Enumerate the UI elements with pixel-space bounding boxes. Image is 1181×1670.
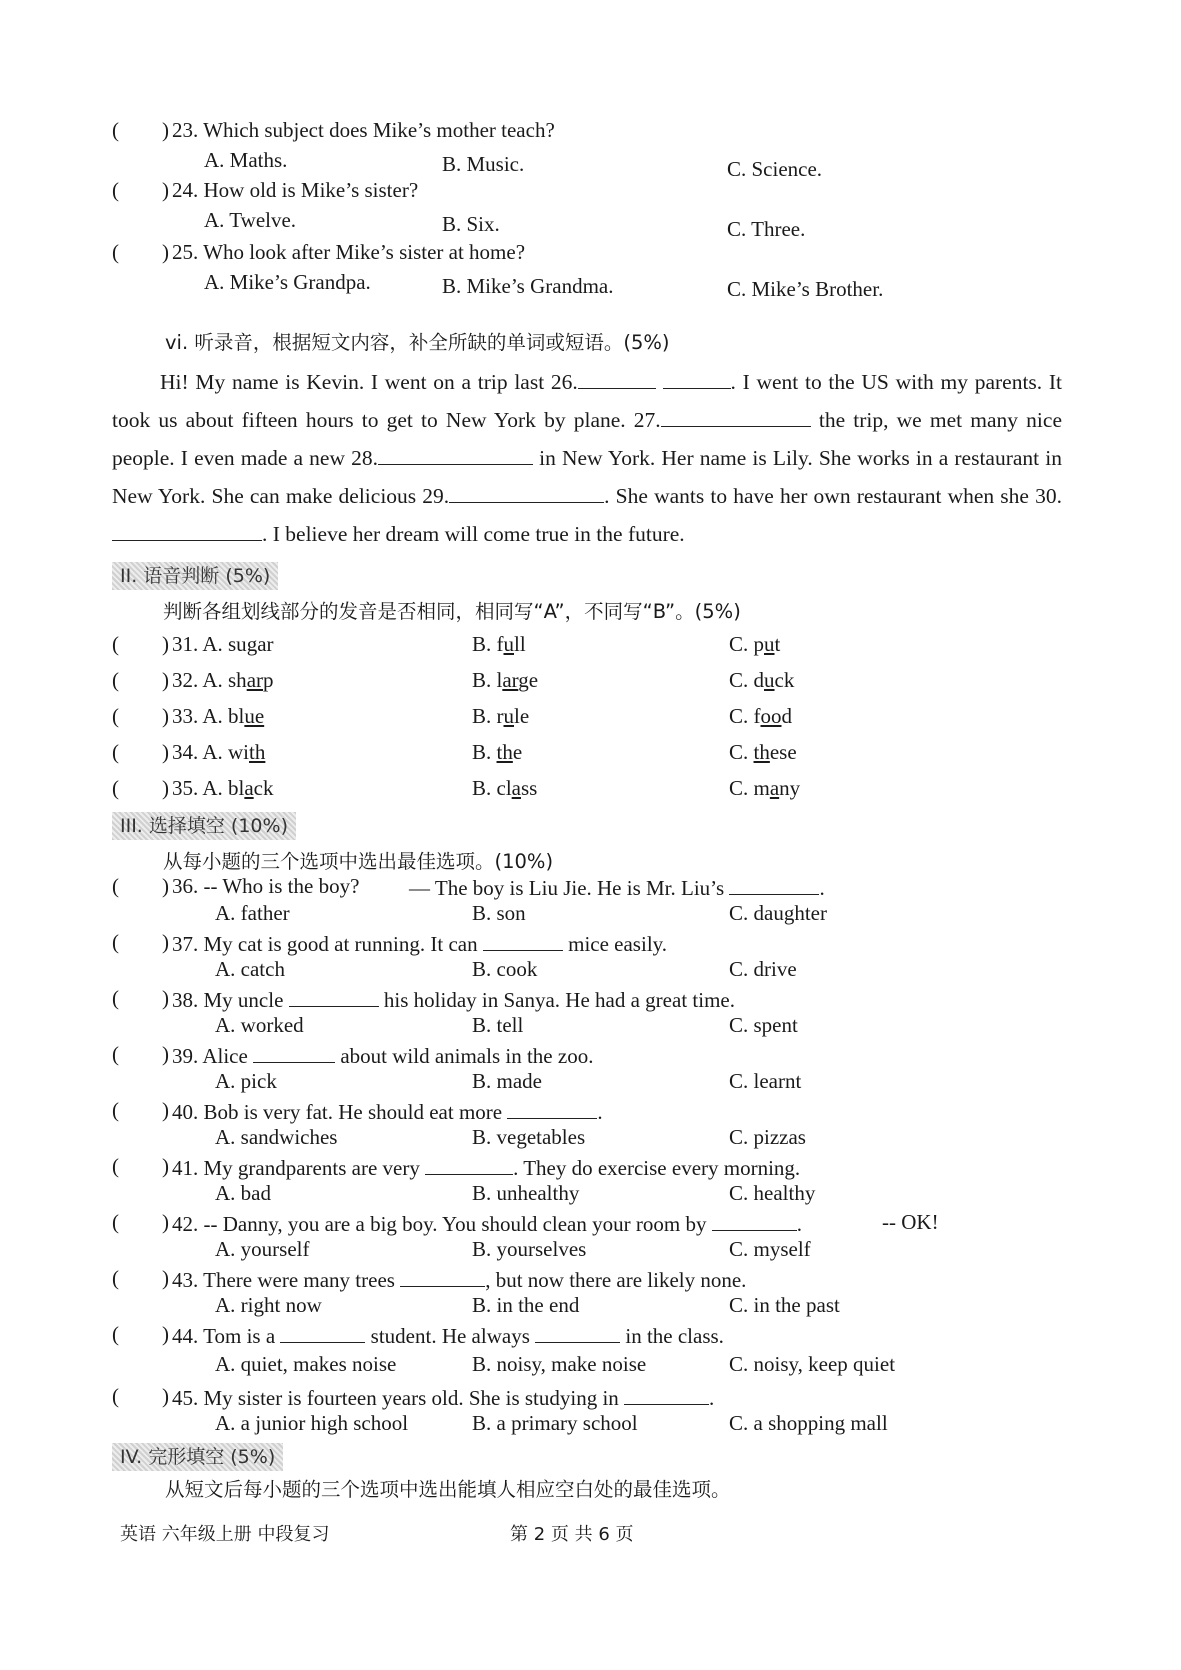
section-III-heading: III. 选择填空 (10%) (112, 812, 296, 840)
question-45: ( ) 45. My sister is fourteen years old. She is studying in . (112, 1384, 715, 1410)
option-c: C. Three. (727, 217, 806, 241)
options-36: A. father B. son C. daughter (215, 901, 827, 925)
question-23 (112, 118, 1112, 146)
section-II-heading: II. 语音判断 (5%) (112, 562, 278, 590)
option-a: A. Twelve. (204, 208, 297, 232)
question-39: ( ) 39. Alice about wild animals in the zoo. (112, 1042, 594, 1068)
options-42: A. yourself B. yourselves C. myself (215, 1237, 811, 1261)
option-a: A. Mike’s Grandpa. (204, 270, 371, 294)
question-40: ( ) 40. Bob is very fat. He should eat more . (112, 1098, 603, 1124)
question-32: ( ) 32. A. sharp B. large C. duck (112, 668, 795, 692)
question-42: ( ) 42. -- Danny, you are a big boy. You should clean your room by . -- OK! (112, 1210, 939, 1236)
question-35: ( ) 35. A. black B. class C. many (112, 776, 801, 800)
question-text: 25. Who look after Mike’s sister at home? (172, 240, 526, 264)
footer-subject: 英语 六年级上册 中段复习 (120, 1524, 330, 1545)
section-IV-instruction: 从短文后每小题的三个选项中选出能填人相应空白处的最佳选项。 (165, 1478, 731, 1501)
section-III-instruction: 从每小题的三个选项中选出最佳选项。(10%) (163, 850, 554, 873)
option-a: A. Maths. (204, 148, 288, 172)
options-23 (112, 148, 1112, 181)
question-41: ( ) 41. My grandparents are very . They do exercise every morning. (112, 1154, 801, 1180)
options-39: A. pick B. made C. learnt (215, 1069, 802, 1093)
options-41: A. bad B. unhealthy C. healthy (215, 1181, 816, 1205)
question-34: ( ) 34. A. with B. the C. these (112, 740, 797, 764)
section-IV-heading: IV. 完形填空 (5%) (112, 1443, 283, 1471)
question-38: ( ) 38. My uncle his holiday in Sanya. He had a great time. (112, 986, 735, 1012)
answer-paren-close: ) (162, 118, 169, 142)
option-c: C. Mike’s Brother. (727, 277, 884, 301)
options-25 (112, 270, 1112, 301)
question-43: ( ) 43. There were many trees , but now there are likely none. (112, 1266, 747, 1292)
options-24 (112, 208, 1112, 241)
options-45: A. a junior high school B. a primary school C. a shopping mall (215, 1411, 888, 1435)
section-vi-title: vi. 听录音，根据短文内容，补全所缺的单词或短语。(5%) (165, 331, 670, 354)
options-44: A. quiet, makes noise B. noisy, make noise C. noisy, keep quiet (215, 1352, 896, 1376)
question-33: ( ) 33. A. blue B. rule C. food (112, 704, 792, 728)
question-text: 24. How old is Mike’s sister? (172, 178, 419, 202)
option-c: C. Science. (727, 157, 823, 181)
option-b: B. Music. (442, 152, 525, 176)
question-24: ( ) 24. How old is Mike’s sister? (112, 178, 419, 202)
section-vi-passage: Hi! My name is Kevin. I went on a trip last 26. . I went to the US with my parents. It took us about fifteen hours to get to New York by plane. 27. the trip, we met many nice people. I even made a new 28. in New York. Her name is Lily. She works in a restaurant in New York. She can make delicious 29. . She wants to have her own restaurant when she 30.. I believe her dream will come true in the future. (112, 370, 1063, 546)
footer-page-number: 第 2 页 共 6 页 (510, 1524, 634, 1545)
question-text: 23. Which subject does Mike’s mother teach? (172, 118, 555, 142)
options-37: A. catch B. cook C. drive (215, 957, 797, 981)
options-38: A. worked B. tell C. spent (215, 1013, 798, 1037)
section-II-instruction: 判断各组划线部分的发音是否相同，相同写“A”，不同写“B”。(5%) (163, 600, 741, 623)
options-43: A. right now B. in the end C. in the past (215, 1293, 840, 1317)
question-25: ( ) 25. Who look after Mike’s sister at home? (112, 240, 526, 264)
question-37: ( ) 37. My cat is good at running. It can mice easily. (112, 930, 668, 956)
option-b: B. Mike’s Grandma. (442, 274, 614, 298)
option-b: B. Six. (442, 212, 500, 236)
question-44: ( ) 44. Tom is a student. He always in the class. (112, 1322, 724, 1348)
options-40: A. sandwiches B. vegetables C. pizzas (215, 1125, 806, 1149)
question-31: ( ) 31. A. sugar B. full C. put (112, 632, 781, 656)
answer-paren-open: ( (112, 118, 119, 142)
question-36: ( ) 36. -- Who is the boy? — The boy is Liu Jie. He is Mr. Liu’s . (112, 874, 825, 900)
